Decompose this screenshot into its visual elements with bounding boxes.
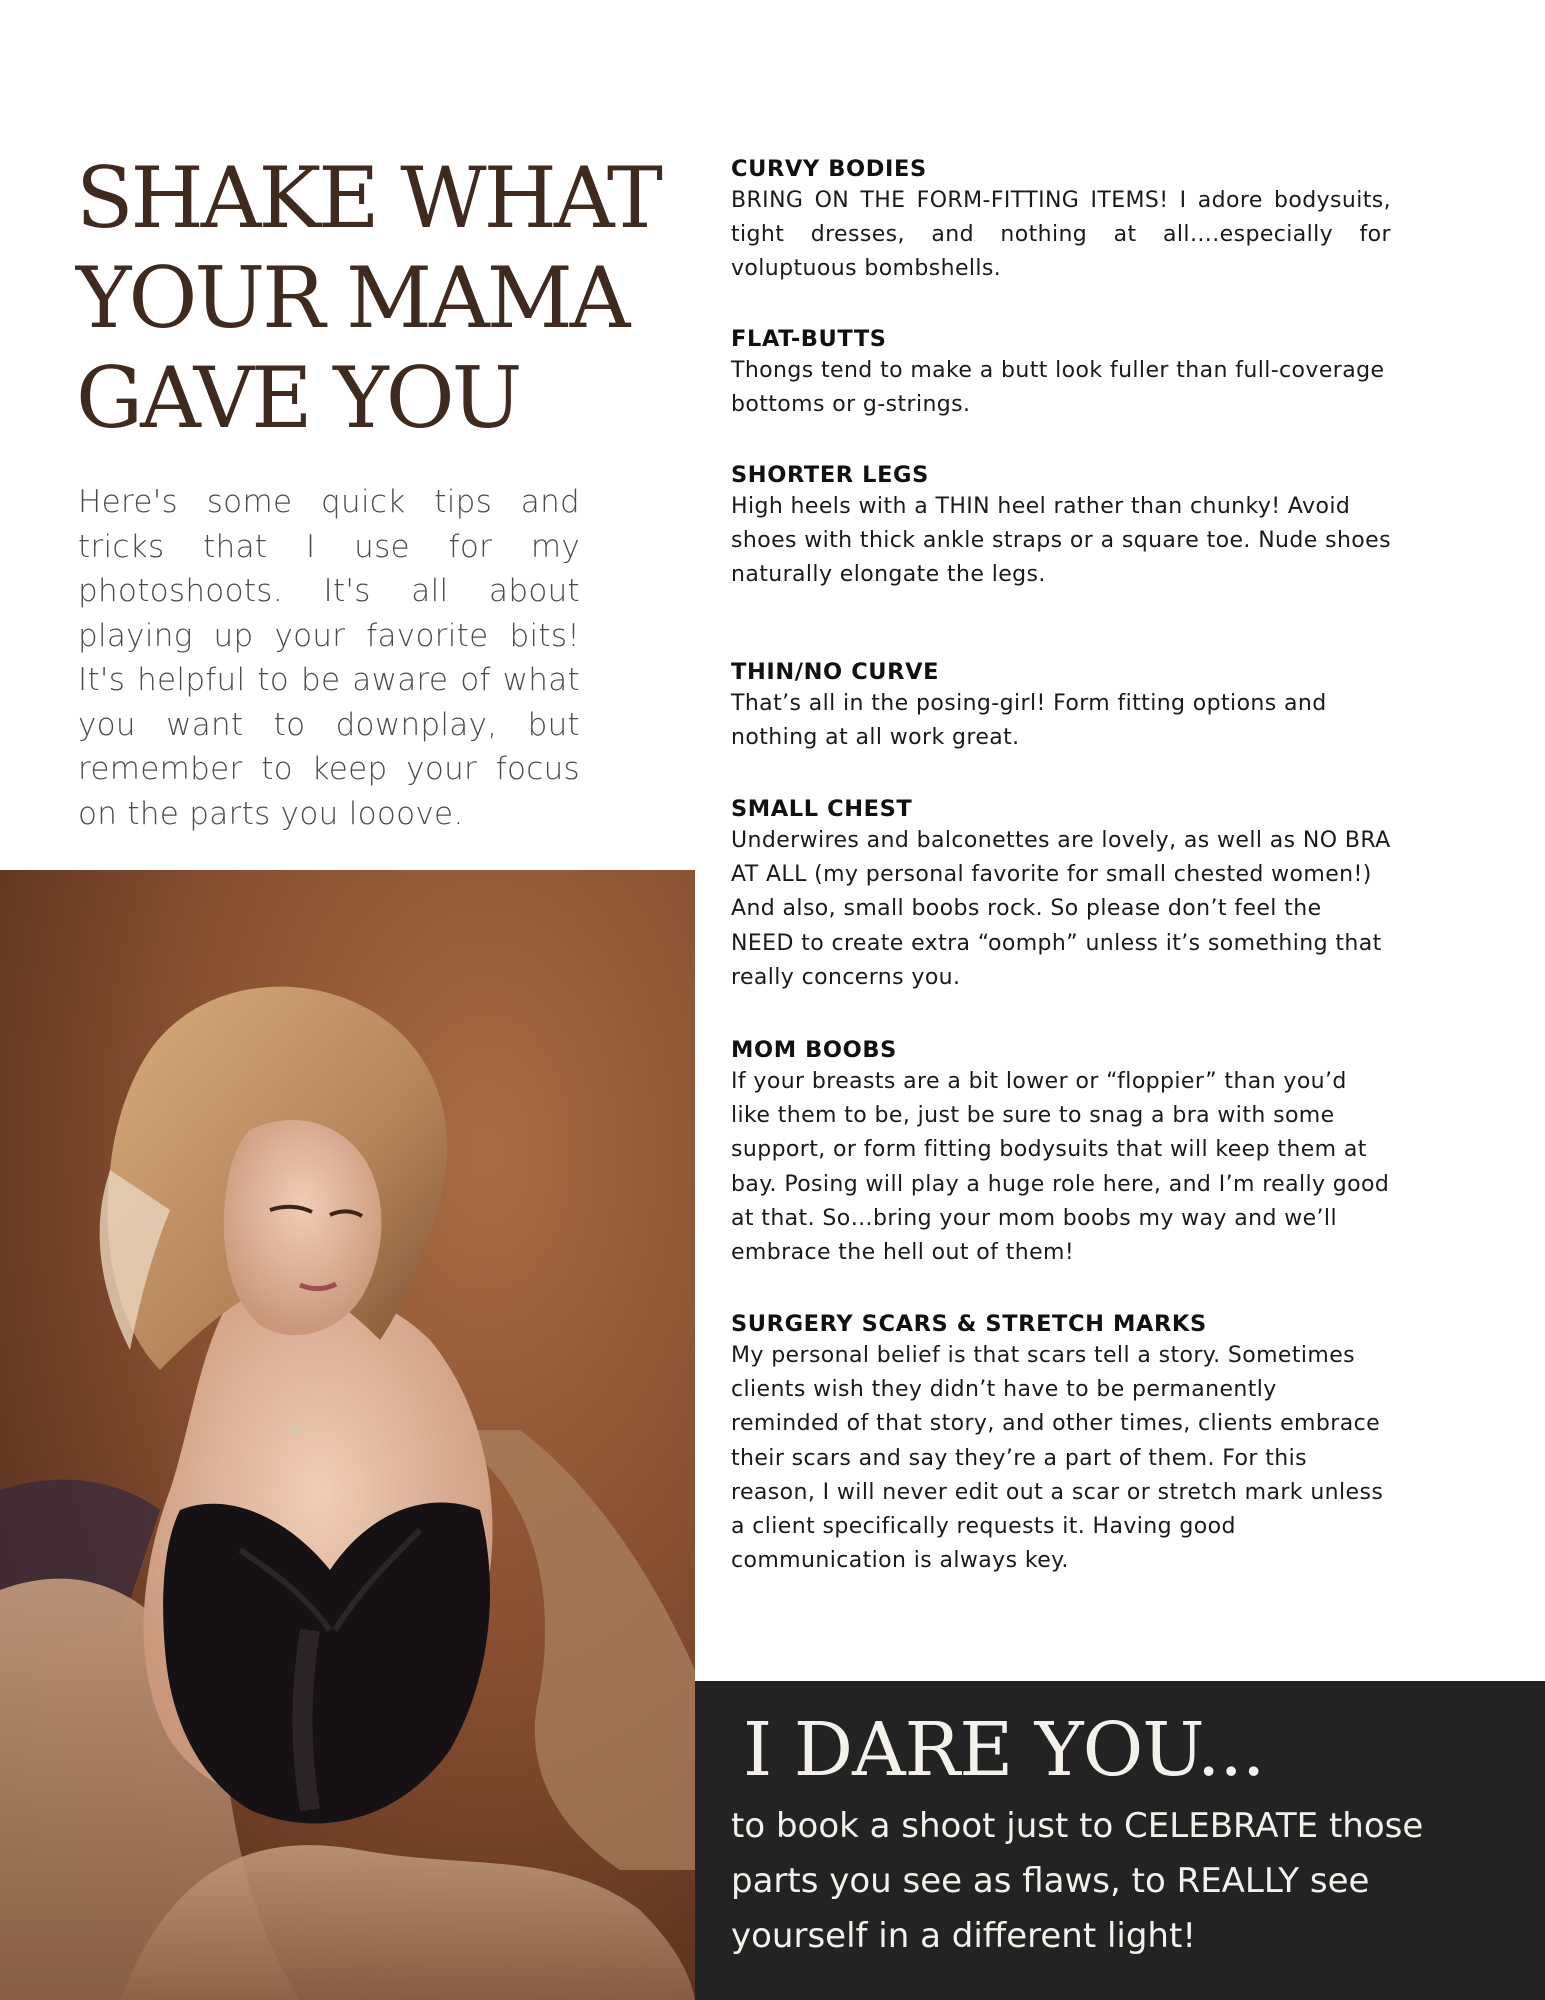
tip-small-chest — [731, 794, 1391, 995]
photo-necklace — [289, 1424, 301, 1436]
headline-line-1: SHAKE WHAT — [76, 149, 660, 247]
tip-body: BRING ON THE FORM-FITTING ITEMS! I adore bodysuits, tight dresses, and nothing at all….especially for voluptuous bombshells. — [731, 188, 1391, 282]
tip-surgery-scars — [731, 1309, 1391, 1578]
tip-heading: THIN/NO CURVE — [731, 659, 940, 685]
dare-body: to book a shoot just to CELEBRATE those parts you see as flaws, to REALLY see yourself in a different light! — [731, 1806, 1424, 1956]
tip-body: Underwires and balconettes are lovely, as well as NO BRA AT ALL (my personal favorite for small chested women!) And also, small boobs rock. So please don’t feel the NEED to create extra “oomph” unless it’s something that really concerns you. — [731, 828, 1391, 990]
tip-heading: CURVY BODIES — [731, 156, 927, 182]
tip-heading: FLAT-BUTTS — [731, 326, 887, 352]
dare-title: I DARE YOU... — [743, 1707, 1265, 1793]
tip-heading: SURGERY SCARS & STRETCH MARKS — [731, 1311, 1207, 1337]
tip-heading: SMALL CHEST — [731, 796, 913, 822]
tip-body: Thongs tend to make a butt look fuller than full-coverage bottoms or g-strings. — [731, 358, 1385, 418]
tip-body: If your breasts are a bit lower or “floppier” than you’d like them to be, just be sure to snag a bra with some support, or form fitting bodysuits that will keep them at bay. Posing will play a huge role here, and I’m really good at that. So…bring your mom boobs my way and we’ll embrace the hell out of them! — [731, 1069, 1390, 1266]
tip-body: My personal belief is that scars tell a story. Sometimes clients wish they didn’t have to be permanently reminded of that story, and other times, clients embrace their scars and say they’re a part of them. For this reason, I will never edit out a scar or stretch mark unless a client specifically requests it. Having good communication is always key. — [731, 1343, 1384, 1574]
photo-face — [224, 1120, 382, 1335]
tip-flat-butts — [731, 324, 1391, 422]
tip-heading: SHORTER LEGS — [731, 462, 929, 488]
tip-shorter-legs — [731, 460, 1391, 593]
photo-lace-panel — [303, 1630, 311, 1810]
tip-heading: MOM BOOBS — [731, 1037, 897, 1063]
headline-line-3: GAVE YOU — [76, 349, 520, 447]
portrait-photo — [0, 870, 695, 2000]
tip-body: High heels with a THIN heel rather than chunky! Avoid shoes with thick ankle straps or a square toe. Nude shoes naturally elongate the legs. — [731, 494, 1391, 588]
page-headline — [76, 148, 716, 448]
tip-curvy-bodies — [731, 154, 1391, 287]
tip-body: That’s all in the posing-girl! Form fitting options and nothing at all work great. — [731, 691, 1327, 751]
headline-line-2: YOUR MAMA — [76, 249, 628, 347]
intro-paragraph: Here's some quick tips and tricks that I use for my photoshoots. It's all about playing up your favorite bits! It's helpful to be aware of what you want to downplay, but remember to keep your focus on the parts you looove. — [78, 484, 580, 832]
tip-mom-boobs — [731, 1035, 1391, 1270]
tip-thin-no-curve — [731, 657, 1391, 755]
dare-callout — [695, 1681, 1545, 2000]
portrait-illustration — [0, 870, 695, 2000]
